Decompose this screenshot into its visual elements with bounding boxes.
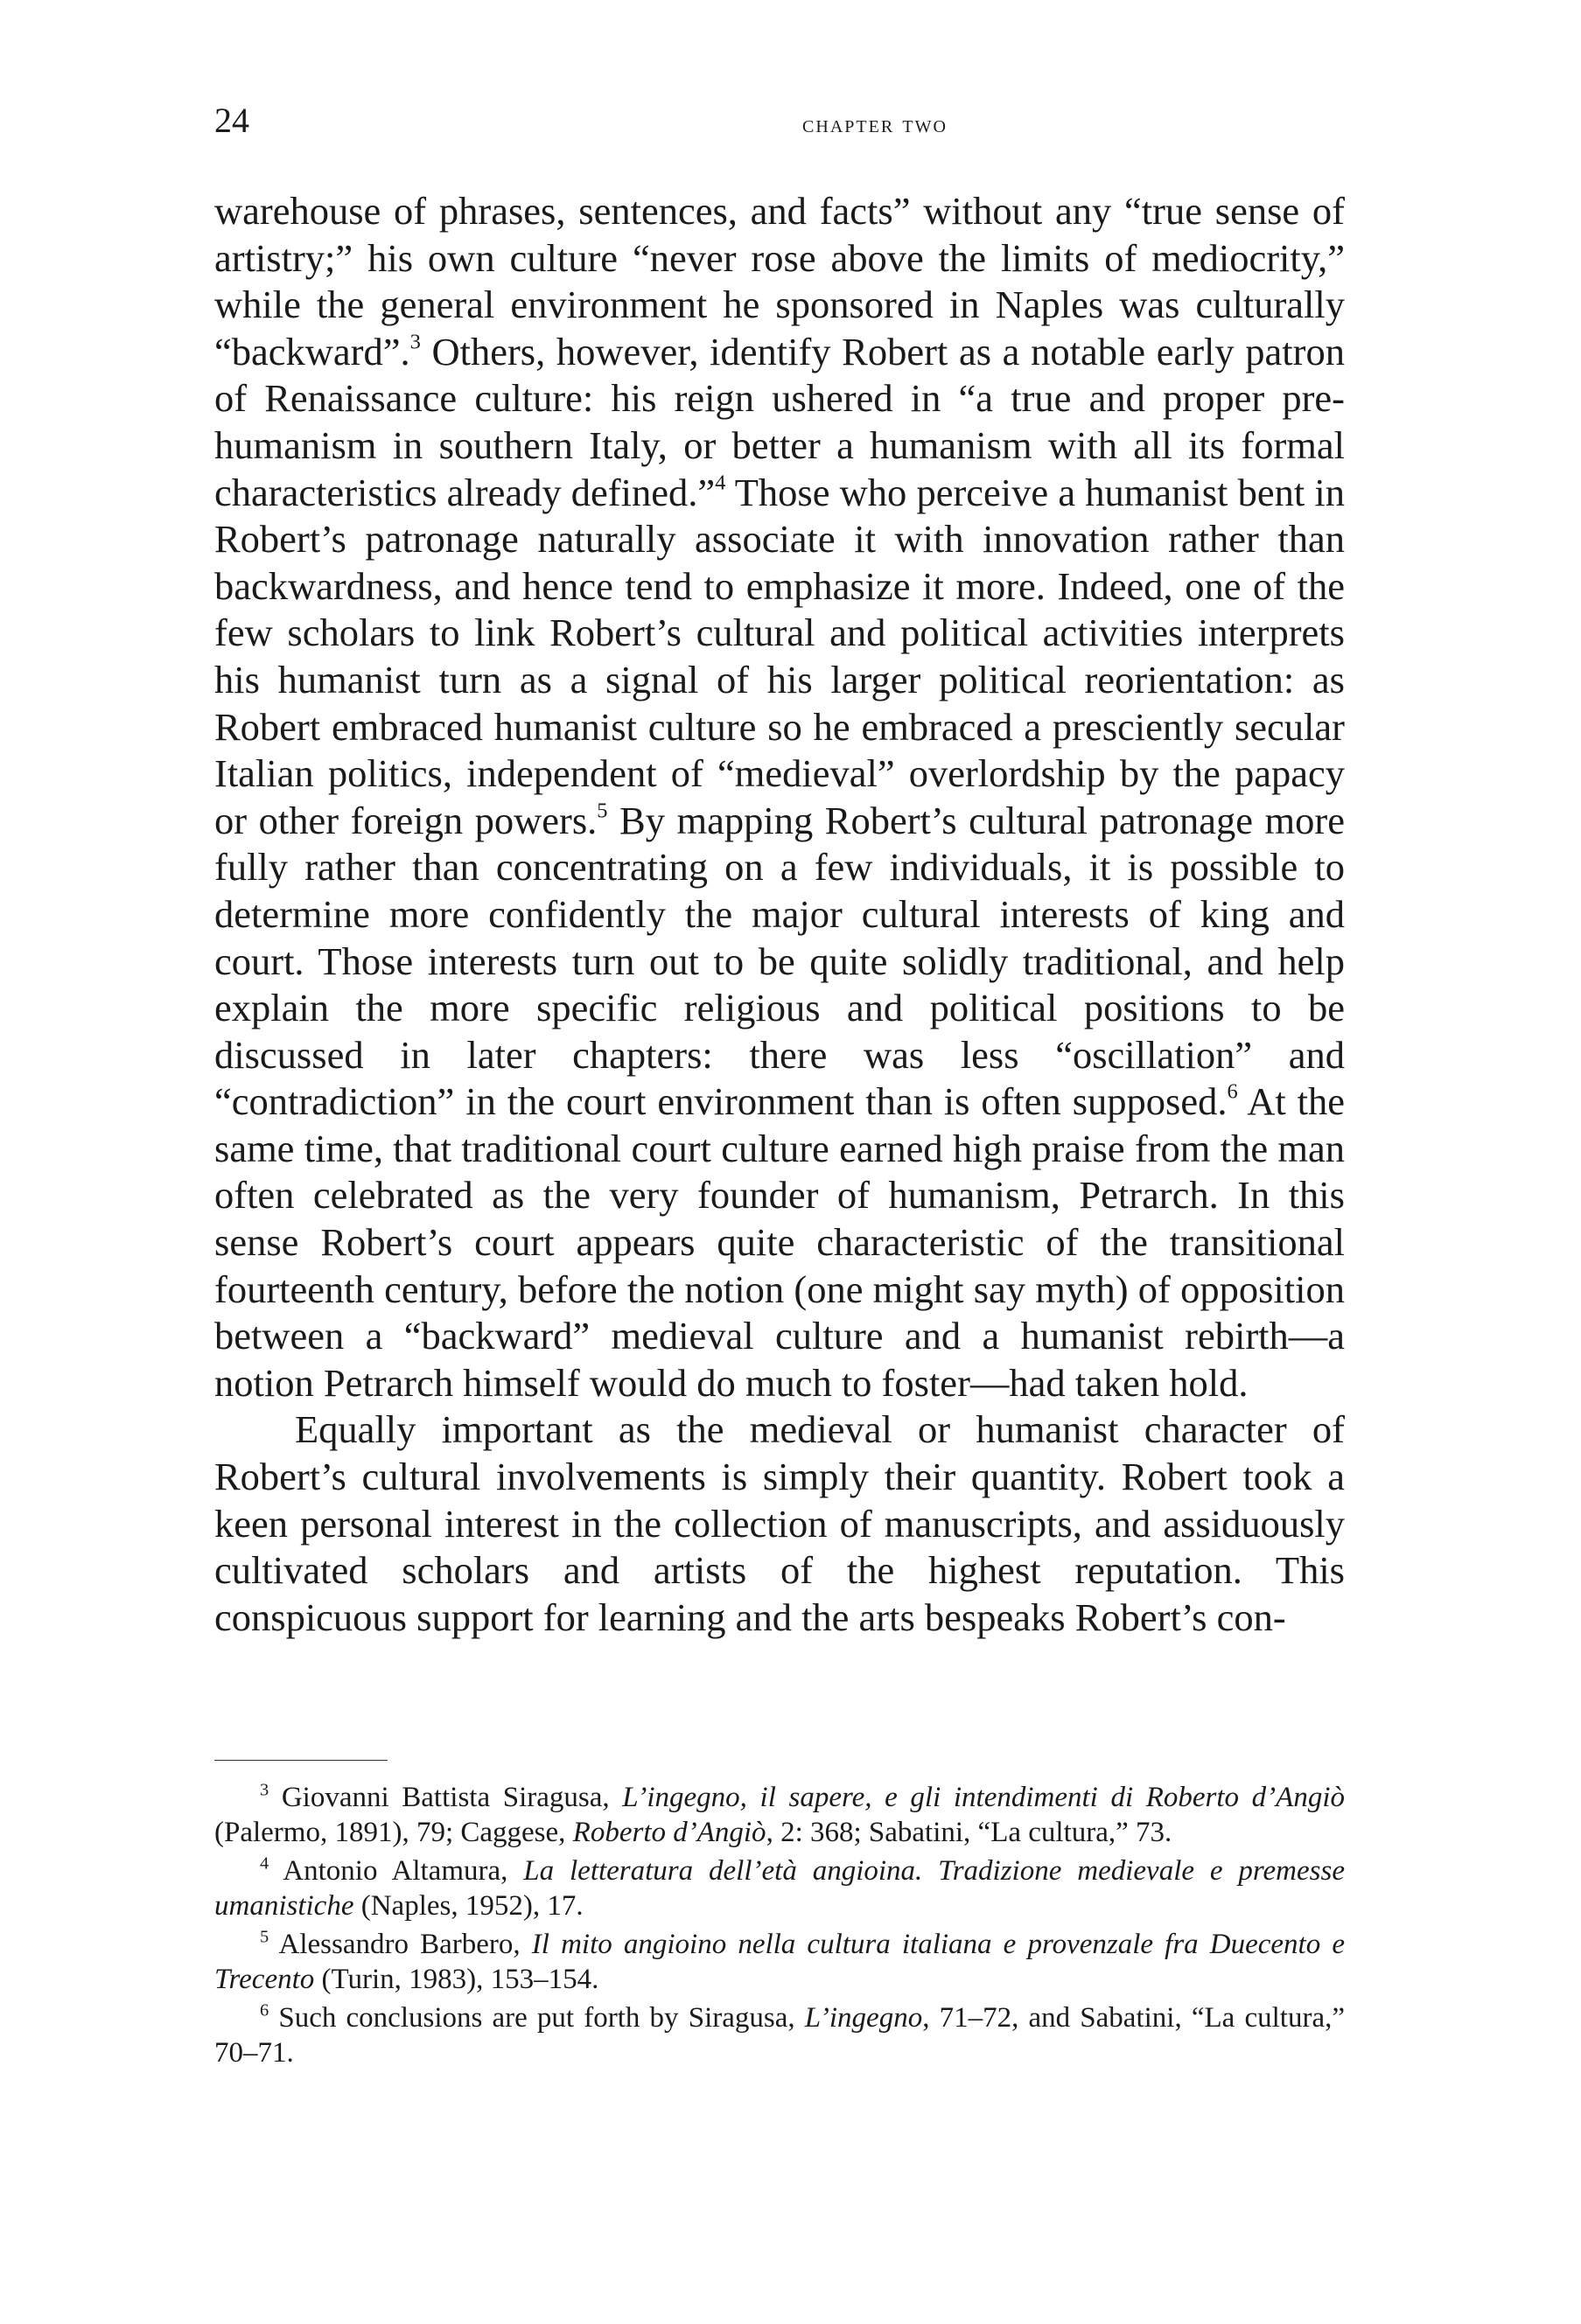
footnote-title: Roberto d’Angiò xyxy=(572,1817,766,1848)
paragraph-1-text-4: By mapping Robert’s cultural patronage more fully rather than concentrating on a few individuals, it is possible to determine more confidently the major cultural interests of king and court. Those interests turn out to be quite solidly traditional, and help explain the more specific religious and political positions to be discussed in later chapters: there was less “oscillation” and “contradiction” in the court environment than is often supposed. xyxy=(214,798,1345,1124)
footnote-ref-4[interactable]: 4 xyxy=(715,471,726,495)
paragraph-1-text-5: At the same time, that traditional court culture earned high praise from the man often celebrated as the very founder of humanism, Petrarch. In this sense Robert’s court appears quite characteristic of the transitional fourteenth century, before the notion (one might say myth) of opposition between a “backward” medieval culture and a humanist rebirth—a notion Petrarch himself would do much to foster—had taken hold. xyxy=(214,1079,1345,1405)
footnote-title: L’ingegno xyxy=(804,2002,923,2034)
footnote-ref-5[interactable]: 5 xyxy=(597,799,608,823)
page-number: 24 xyxy=(214,101,249,140)
footnote-text: , 71–72, and Sabatini, “La cultura,” 70–71. xyxy=(214,2002,1345,2069)
paragraph-1-text-3: Those who perceive a humanist bent in Robert’s patronage naturally associate it with innovation rather than backwardness, and hence tend to emphasize it more. Indeed, one of the few scholars to link Robert’s cultural and political activities interprets his humanist turn as a signal of his larger political reorientation: as Robert embraced humanist culture so he embraced a presciently secular Italian politics, independent of “medieval” overlordship by the papacy or other foreign powers. xyxy=(214,470,1345,842)
footnote-4 xyxy=(214,1853,1345,1923)
paragraph-1 xyxy=(214,188,1345,1406)
paragraph-1-text-2: Others, however, identify Robert as a notable early patron of Renaissance culture: his reign ushered in “a true and proper pre-humanism in southern Italy, or better a humanism with all its formal characteristics already defined.” xyxy=(214,329,1345,514)
footnote-text: (Palermo, 1891), 79; Caggese, xyxy=(214,1817,573,1848)
footnote-number: 3 xyxy=(260,1780,269,1800)
paragraph-2: Equally important as the medieval or humanist character of Robert’s cultural involvements is simply their quantity. Robert took a keen personal interest in the collection of manuscripts, and assiduously cultivated scholars and artists of the highest reputation. This conspicuous support for learning and the arts bespeaks Robert’s con- xyxy=(214,1407,1345,1639)
paragraph-1-text-1: warehouse of phrases, sentences, and facts” without any “true sense of artistry;” his own culture “never rose above the limits of mediocrity,” while the general environment he sponsored in Naples was culturally “backward”. xyxy=(214,189,1345,373)
footnote-text: Alessandro Barbero, xyxy=(269,1929,532,1960)
footnote-5 xyxy=(214,1927,1345,1997)
footnote-text: , 2: 368; Sabatini, “La cultura,” 73. xyxy=(766,1817,1172,1848)
footnote-3 xyxy=(214,1780,1345,1850)
footnote-title: Il mito angioino nella cultura italiana e provenzale fra Duecento e Trecento xyxy=(214,1929,1345,1995)
body-text xyxy=(214,188,1345,1641)
footnote-text: (Naples, 1952), 17. xyxy=(353,1890,584,1922)
footnote-text: Such conclusions are put forth by Siragusa, xyxy=(269,2002,805,2034)
footnote-number: 5 xyxy=(260,1927,269,1947)
footnote-ref-3[interactable]: 3 xyxy=(409,330,421,354)
footnote-number: 6 xyxy=(260,2000,269,2020)
footnote-6 xyxy=(214,2000,1345,2070)
footnotes xyxy=(214,1780,1345,2074)
footnote-title: L’ingegno, il sapere, e gli intendimenti di Roberto d’Angiò xyxy=(622,1782,1345,1813)
running-head: chapter two xyxy=(802,110,948,138)
footnote-title: La letteratura dell’età angioina. Tradizione medievale e premesse umanistiche xyxy=(214,1855,1345,1922)
footnote-ref-6[interactable]: 6 xyxy=(1227,1079,1238,1104)
footnote-text: Giovanni Battista Siragusa, xyxy=(269,1782,623,1813)
footnote-number: 4 xyxy=(260,1853,269,1874)
footnote-text: Antonio Altamura, xyxy=(269,1855,524,1887)
footnote-text: (Turin, 1983), 153–154. xyxy=(314,1964,599,1995)
footnote-divider xyxy=(214,1760,388,1761)
